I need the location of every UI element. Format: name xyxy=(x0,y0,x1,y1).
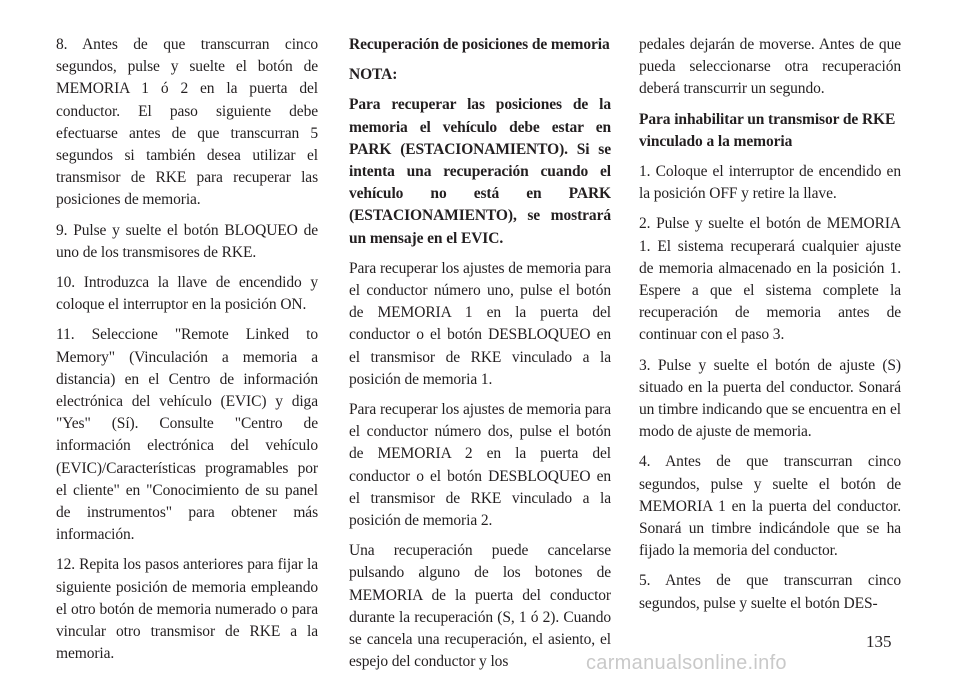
disable-step-2-paragraph: 2. Pulse y suelte el botón de MEMORIA 1. El sistema recuperará cualquier ajuste de memoria almacenado en la posición 1. Espere a que el sistema complete la recuperación de memoria antes de continuar con el paso 3. xyxy=(639,215,901,344)
column-right xyxy=(639,34,901,623)
section-heading-disable: Para inhabilitar un transmisor de RKE vinculado a la memoria xyxy=(639,110,896,150)
disable-step-1-paragraph: 1. Coloque el interruptor de encendido en la posición OFF y retire la llave. xyxy=(639,163,901,203)
note-label: NOTA: xyxy=(349,66,398,84)
recall-cancel-paragraph: Una recuperación puede cancelarse pulsando alguno de los botones de MEMORIA de la puerta del conductor durante la recuperación (S, 1 ó 2). Cuando se cancela una recuperación, el asiento, el espejo del conductor y los xyxy=(349,542,611,671)
watermark-text: carmanualsonline.info xyxy=(586,652,787,674)
disable-step-4-paragraph: 4. Antes de que transcurran cinco segundos, pulse y suelte el botón de MEMORIA 1 en la puerta del conductor. Sonará un timbre indicándole que se ha fijado la memoria del conductor. xyxy=(639,453,901,560)
step-8-paragraph: 8. Antes de que transcurran cinco segundos, pulse y suelte el botón de MEMORIA 1 ó 2 en la puerta del conductor. El paso siguiente debe efectuarse antes de que transcurran 5 segundos si también desea utilizar el transmisor de RKE para recuperar las posiciones de memoria. xyxy=(56,36,318,209)
step-12-paragraph: 12. Repita los pasos anteriores para fijar la siguiente posición de memoria empleando el otro botón de memoria numerado o para vincular otro transmisor de RKE a la memoria. xyxy=(56,556,318,663)
column-left xyxy=(56,34,318,673)
section-heading-recall: Recuperación de posiciones de memoria xyxy=(349,36,610,53)
page-number: 135 xyxy=(866,632,892,651)
disable-step-3-paragraph: 3. Pulse y suelte el botón de ajuste (S) situado en la puerta del conductor. Sonará un timbre indicando que se encuentra en el modo de ajuste de memoria. xyxy=(639,356,901,441)
step-11-paragraph: 11. Seleccione "Remote Linked to Memory" (Vinculación a memoria a distancia) en el Centro de información electrónica del vehículo (EVIC) y diga "Yes" (Sí). Consulte "Centro de información electrónica del vehículo (EVIC)/Características programables por el cliente" en "Conocimiento de su panel de instrumentos" para obtener más información. xyxy=(56,326,318,544)
note-text: Para recuperar las posiciones de la memoria el vehículo debe estar en PARK (ESTACIONAMIENTO). Si se intenta una recuperación cuando el vehículo no está en PARK (ESTACIONAMIENTO), se mostrará un mensaje en el EVIC. xyxy=(349,96,611,247)
disable-step-5-paragraph: 5. Antes de que transcurran cinco segundos, pulse y suelte el botón DES- xyxy=(639,572,901,612)
step-9-paragraph: 9. Pulse y suelte el botón BLOQUEO de uno de los transmisores de RKE. xyxy=(56,221,318,261)
column-middle xyxy=(349,34,611,681)
step-10-paragraph: 10. Introduzca la llave de encendido y coloque el interruptor en la posición ON. xyxy=(56,274,318,314)
recall-driver-two-paragraph: Para recuperar los ajustes de memoria para el conductor número dos, pulse el botón de MEMORIA 2 en la puerta del conductor o el botón DESBLOQUEO en el transmisor de RKE vinculado a la posición de memoria 2. xyxy=(349,401,611,530)
continued-paragraph: pedales dejarán de moverse. Antes de que pueda seleccionarse otra recuperación deberá transcurrir un segundo. xyxy=(639,36,901,98)
recall-driver-one-paragraph: Para recuperar los ajustes de memoria para el conductor número uno, pulse el botón de MEMORIA 1 en la puerta del conductor o el botón DESBLOQUEO en el transmisor de RKE vinculado a la posición de memoria 1. xyxy=(349,259,611,388)
